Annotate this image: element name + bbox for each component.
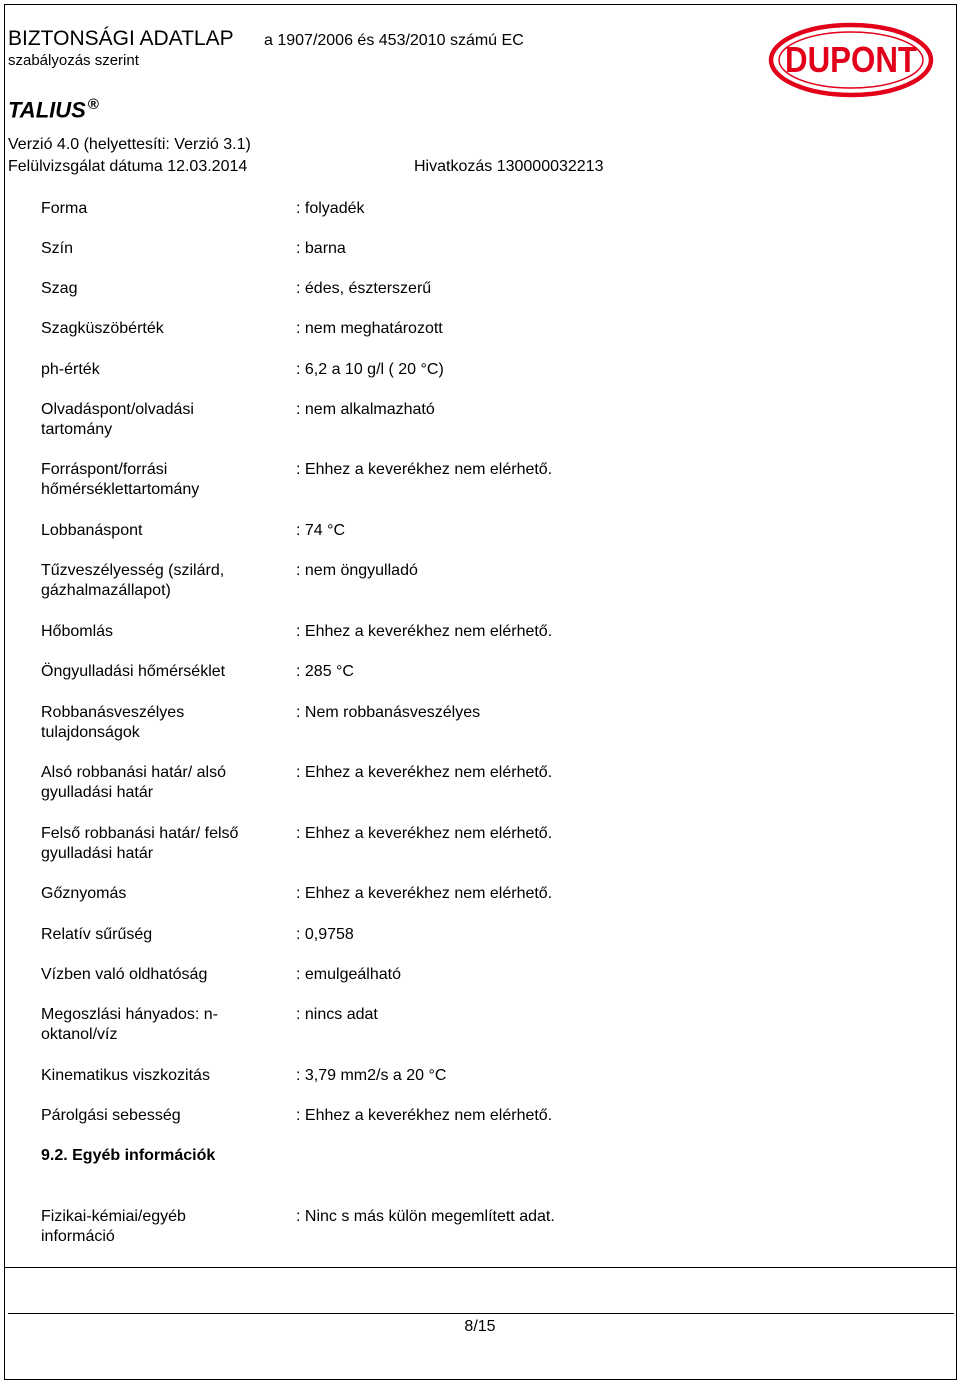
property-value: : 0,9758 — [296, 926, 354, 943]
registered-mark: ® — [87, 96, 99, 113]
section-9-2-heading: 9.2. Egyéb információk — [41, 1147, 216, 1164]
regulation-line-1: a 1907/2006 és 453/2010 számú EC — [264, 32, 524, 49]
property-label: Vízben való oldhatóság — [41, 966, 208, 983]
revision-date: Felülvizsgálat dátuma 12.03.2014 — [8, 158, 248, 175]
property-label: Relatív sűrűség — [41, 926, 153, 943]
property-label: Gőznyomás — [41, 885, 127, 902]
other-info-label: Fizikai-kémiai/egyéb információ — [41, 1208, 186, 1245]
property-label: Felső robbanási határ/ felső gyulladási határ — [41, 825, 239, 862]
regulation-line-2: szabályozás szerint — [8, 52, 139, 69]
product-name — [8, 96, 99, 123]
property-label: Öngyulladási hőmérséklet — [41, 663, 226, 680]
property-value: : Ehhez a keverékhez nem elérhető. — [296, 825, 553, 842]
property-label: Forráspont/forrási hőmérséklettartomány — [41, 461, 200, 498]
property-label: Kinematikus viszkozitás — [41, 1067, 210, 1084]
property-value: : 285 °C — [296, 663, 354, 680]
property-value: : 74 °C — [296, 522, 346, 539]
svg-text:DUPONT: DUPONT — [785, 39, 918, 80]
property-label: Szagküszöbérték — [41, 320, 164, 337]
property-value: : Ehhez a keverékhez nem elérhető. — [296, 764, 553, 781]
property-value: : édes, észterszerű — [296, 280, 432, 297]
document-title: BIZTONSÁGI ADATLAP — [8, 27, 234, 50]
property-value: : nem öngyulladó — [296, 562, 418, 579]
version-line: Verzió 4.0 (helyettesíti: Verzió 3.1) — [8, 136, 251, 153]
property-value: : Nem robbanásveszélyes — [296, 704, 481, 721]
property-value: : 3,79 mm2/s a 20 °C — [296, 1067, 447, 1084]
property-label: Tűzveszélyesség (szilárd, gázhalmazállapot) — [41, 562, 225, 599]
property-value: : folyadék — [296, 200, 365, 217]
footer-divider — [4, 1267, 957, 1268]
property-value: : nem alkalmazható — [296, 401, 435, 418]
property-value: : Ehhez a keverékhez nem elérhető. — [296, 885, 553, 902]
property-label: Párolgási sebesség — [41, 1107, 181, 1124]
property-label: Robbanásveszélyes tulajdonságok — [41, 704, 185, 741]
property-label: Szín — [41, 240, 74, 257]
property-value: : barna — [296, 240, 346, 257]
property-value: : nem meghatározott — [296, 320, 443, 337]
property-value: : nincs adat — [296, 1006, 378, 1023]
property-label: Alsó robbanási határ/ alsó gyulladási határ — [41, 764, 226, 801]
property-label: ph-érték — [41, 361, 100, 378]
property-label: Megoszlási hányados: n-oktanol/víz — [41, 1006, 218, 1043]
property-label: Szag — [41, 280, 78, 297]
product-name-text: TALIUS — [8, 97, 86, 123]
property-label: Lobbanáspont — [41, 522, 143, 539]
other-info-value: : Ninc s más külön megemlített adat. — [296, 1208, 555, 1225]
property-value: : Ehhez a keverékhez nem elérhető. — [296, 1107, 553, 1124]
property-value: : Ehhez a keverékhez nem elérhető. — [296, 461, 553, 478]
page-number-divider — [8, 1313, 954, 1314]
property-value: : 6,2 a 10 g/l ( 20 °C) — [296, 361, 444, 378]
property-label: Olvadáspont/olvadási tartomány — [41, 401, 194, 438]
property-label: Hőbomlás — [41, 623, 114, 640]
property-value: : Ehhez a keverékhez nem elérhető. — [296, 623, 553, 640]
reference-number: Hivatkozás 130000032213 — [414, 158, 604, 175]
property-label: Forma — [41, 200, 88, 217]
dupont-logo — [768, 22, 934, 98]
page-number: 8/15 — [464, 1318, 496, 1335]
property-value: : emulgeálható — [296, 966, 401, 983]
